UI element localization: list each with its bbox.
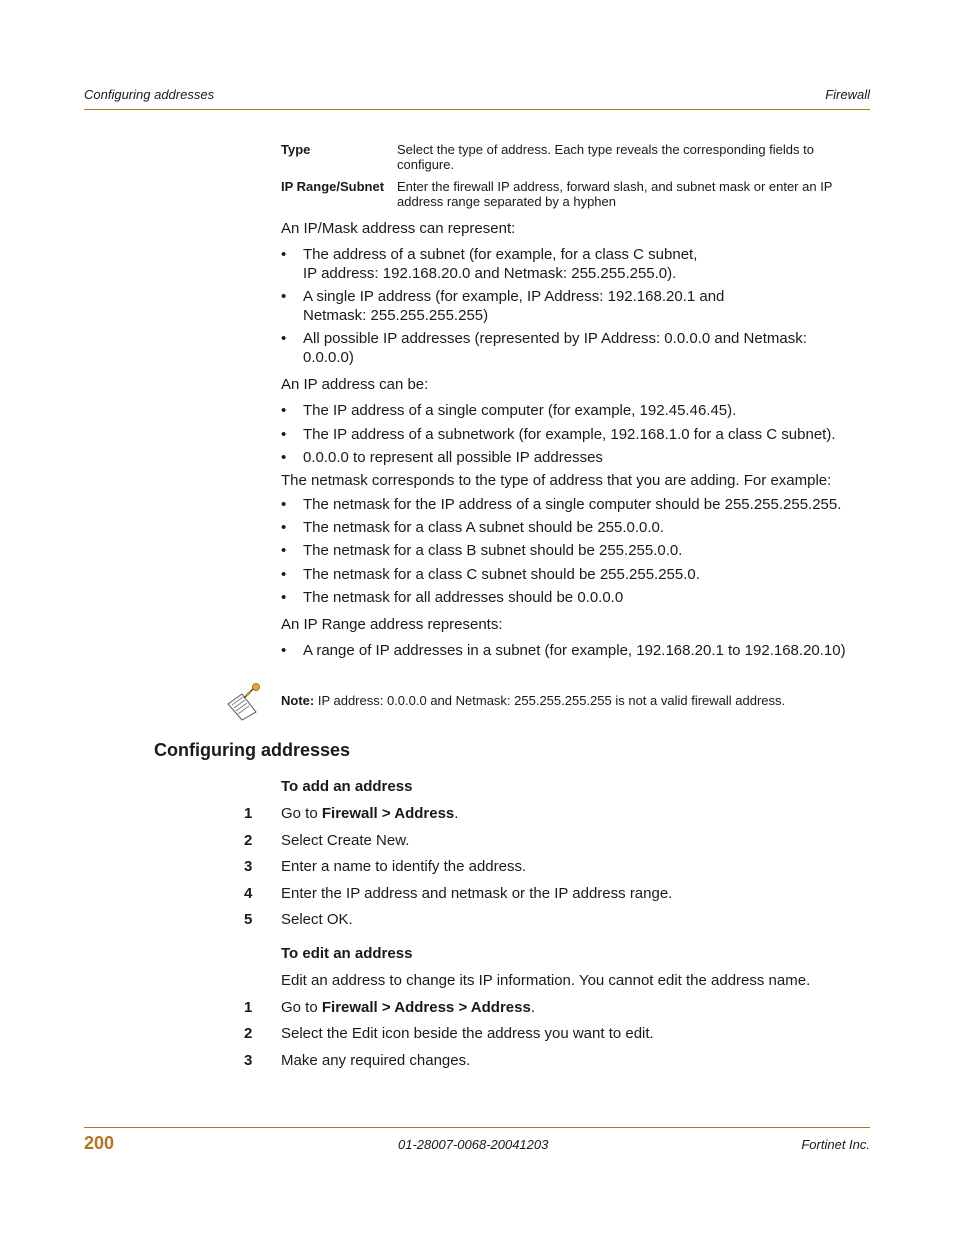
table-term: Type — [281, 142, 311, 157]
list-item-text: The netmask for a class A subnet should be 255.0.0.0. — [303, 519, 665, 536]
header-rule — [84, 109, 870, 110]
step-text: Go to — [281, 805, 322, 822]
table-term: IP Range/Subnet — [281, 179, 385, 194]
bullet: • — [281, 589, 287, 606]
table-row — [281, 142, 871, 172]
edit-intro: Edit an address to change its IP information. You cannot edit the address name. — [281, 972, 811, 989]
section-heading: Configuring addresses — [154, 740, 351, 760]
bullet: • — [281, 566, 287, 583]
list-item-line: A single IP address (for example, IP Address: 192.168.20.1 and — [303, 288, 725, 305]
list-item — [281, 425, 881, 444]
list-item — [281, 541, 881, 560]
bullet: • — [281, 402, 287, 419]
bullet: • — [281, 542, 287, 559]
step-text: Make any required changes. — [281, 1052, 471, 1069]
note-label: Note: — [281, 693, 315, 708]
list-item-line: All possible IP addresses (represented by IP Address: 0.0.0.0 and Netmask: — [303, 330, 807, 347]
table-row — [281, 179, 871, 209]
footer-rule — [84, 1127, 870, 1128]
list-item — [281, 588, 881, 607]
company-name: Fortinet Inc. — [801, 1137, 870, 1152]
list-item-text: The IP address of a subnetwork (for example, 192.168.1.0 for a class C subnet). — [303, 426, 836, 443]
table-definition: Select the type of address. Each type reveals the corresponding fields to configure. — [397, 142, 814, 172]
step-text: Enter the IP address and netmask or the IP address range. — [281, 885, 673, 902]
list-item-text: 0.0.0.0 to represent all possible IP addresses — [303, 449, 603, 466]
list-item — [281, 245, 881, 283]
bullet: • — [281, 449, 287, 466]
step-text-end: . — [454, 805, 459, 822]
list-item-text: The netmask for the IP address of a single computer should be 255.255.255.255. — [303, 496, 842, 513]
note-pad-icon — [224, 682, 264, 722]
bullet: • — [281, 246, 287, 263]
step-number: 5 — [244, 911, 253, 928]
netmask-intro: The netmask corresponds to the type of address that you are adding. For example: — [281, 472, 832, 489]
step-text: Go to — [281, 999, 322, 1016]
bullet: • — [281, 642, 287, 659]
procedure-title-add: To add an address — [281, 778, 413, 795]
note-body: IP address: 0.0.0.0 and Netmask: 255.255.255.255 is not a valid firewall address. — [314, 693, 786, 708]
step-text: Select Create New. — [281, 832, 410, 849]
ipmask-intro: An IP/Mask address can represent: — [281, 220, 516, 237]
list-item — [281, 287, 881, 325]
list-item — [281, 565, 881, 584]
list-item-line: IP address: 192.168.20.0 and Netmask: 255.255.255.0). — [303, 265, 677, 282]
field-table — [281, 142, 871, 216]
iprange-intro: An IP Range address represents: — [281, 616, 503, 633]
ipmask-section — [281, 219, 881, 238]
step-number: 1 — [244, 999, 253, 1016]
step-number: 3 — [244, 1052, 253, 1069]
ip-intro: An IP address can be: — [281, 376, 429, 393]
running-header-chapter: Firewall — [825, 87, 870, 102]
step-number: 3 — [244, 858, 253, 875]
list-item-text: The IP address of a single computer (for example, 192.45.46.45). — [303, 402, 737, 419]
list-item — [281, 329, 881, 367]
step-number: 4 — [244, 885, 253, 902]
step-menu-path: Firewall > Address > Address — [321, 999, 531, 1016]
procedure-title-edit: To edit an address — [281, 945, 413, 962]
list-item — [281, 641, 881, 660]
step-number: 1 — [244, 805, 253, 822]
bullet: • — [281, 496, 287, 513]
list-item-line: 0.0.0.0) — [303, 349, 354, 366]
list-item-text: The netmask for a class C subnet should be 255.255.255.0. — [303, 566, 700, 583]
bullet: • — [281, 330, 287, 347]
list-item-line: Netmask: 255.255.255.255) — [303, 307, 489, 324]
bullet: • — [281, 288, 287, 305]
step-text: Select the Edit icon beside the address you want to edit. — [281, 1025, 654, 1042]
list-item — [281, 495, 881, 514]
step-number: 2 — [244, 832, 253, 849]
document-id: 01-28007-0068-20041203 — [398, 1137, 549, 1152]
bullet: • — [281, 426, 287, 443]
list-item-text: The netmask for all addresses should be 0.0.0.0 — [303, 589, 624, 606]
list-item — [281, 518, 881, 537]
step-text: Select OK. — [281, 911, 353, 928]
table-definition: Enter the firewall IP address, forward slash, and subnet mask or enter an IP address range separated by a hyphen — [397, 179, 833, 209]
list-item-text: The netmask for a class B subnet should be 255.255.0.0. — [303, 542, 683, 559]
list-item — [281, 448, 881, 467]
list-item — [281, 401, 881, 420]
list-item-text: A range of IP addresses in a subnet (for example, 192.168.20.1 to 192.168.20.10) — [303, 642, 846, 659]
step-menu-path: Firewall > Address — [321, 805, 455, 822]
page-number: 200 — [84, 1133, 115, 1153]
step-number: 2 — [244, 1025, 253, 1042]
running-header-section: Configuring addresses — [84, 87, 215, 102]
note-callout — [224, 682, 874, 722]
list-item-line: The address of a subnet (for example, for a class C subnet, — [303, 246, 698, 263]
bullet: • — [281, 519, 287, 536]
step-text-end: . — [530, 999, 536, 1016]
note-text — [281, 693, 785, 708]
step-text: Enter a name to identify the address. — [281, 858, 527, 875]
